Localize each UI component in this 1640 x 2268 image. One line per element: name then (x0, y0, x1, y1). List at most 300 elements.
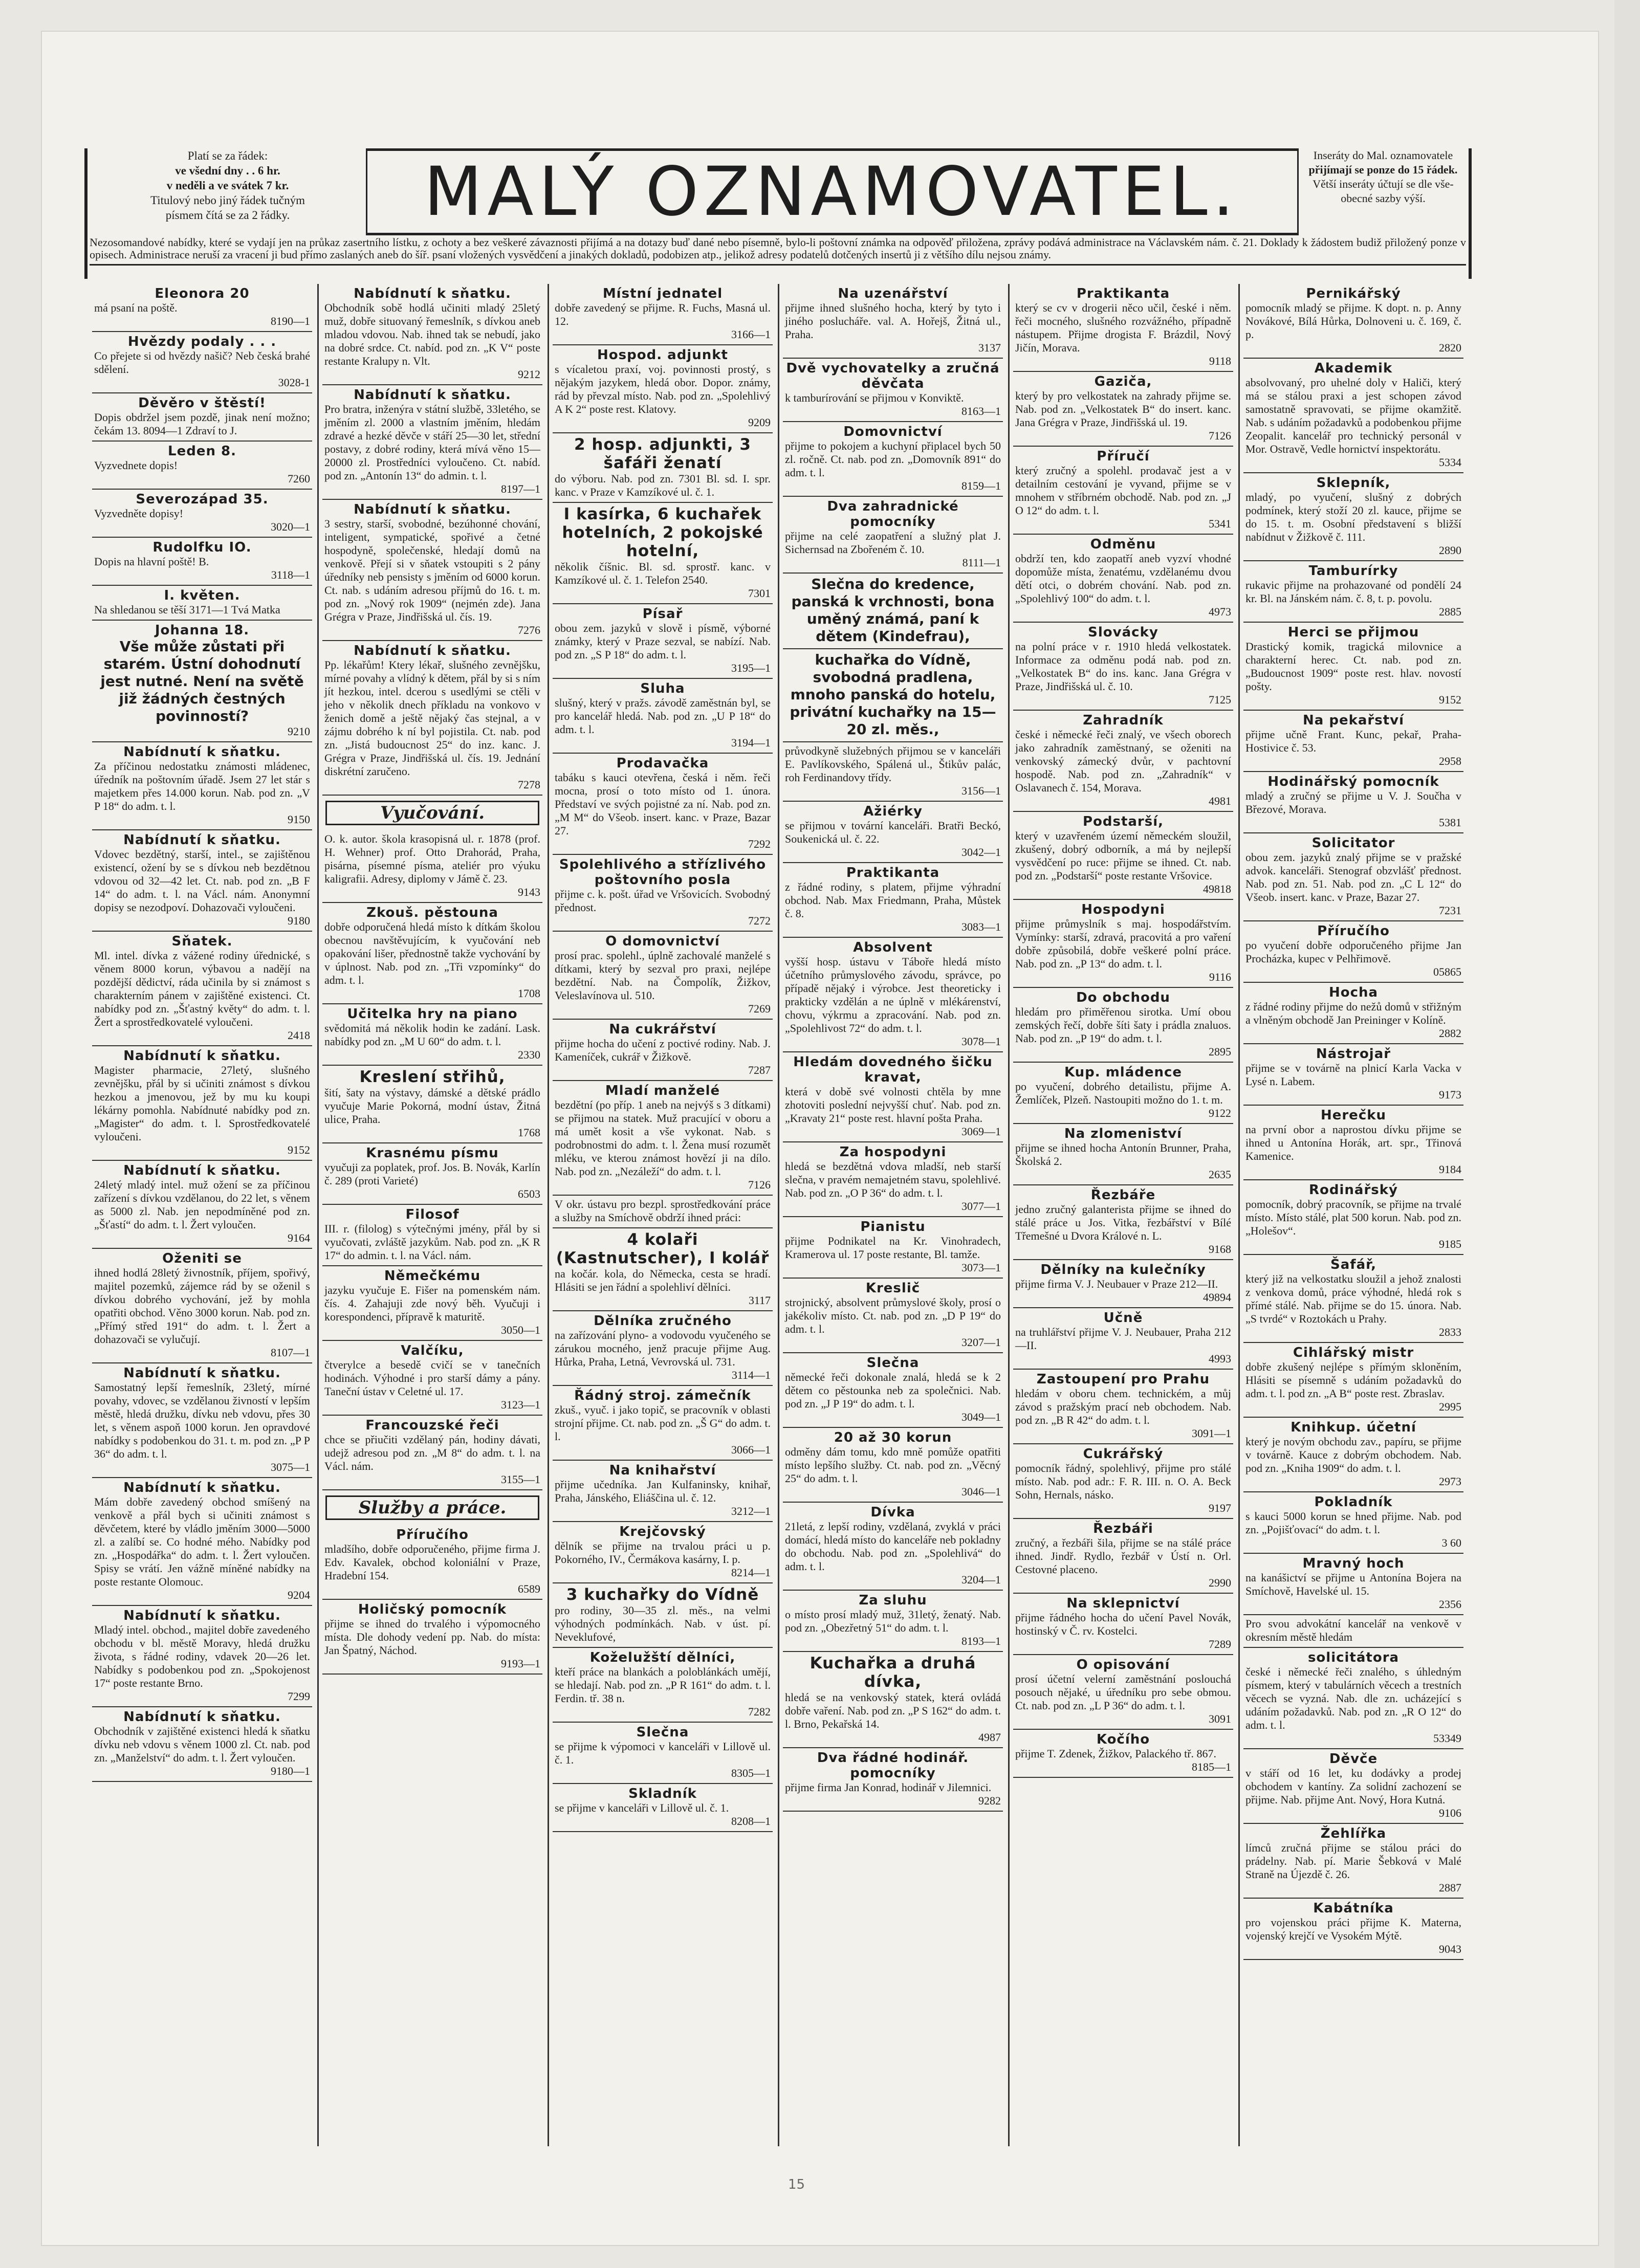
ad-body: se přijme k výpomoci v kanceláři v Lillově ul. č. 1. (555, 1740, 771, 1766)
ad-column (1013, 284, 1233, 2146)
ad-reference-number: 3075—1 (271, 1461, 310, 1473)
ad-body: límců zručná přijme se stálou práci do prádelny. Nab. pí. Marie Šebková v Malé Straně na Újezdě č. 26. (1245, 1841, 1461, 1881)
ad-body: přijme T. Zdenek, Žižkov, Palackého tř. 867. (1015, 1747, 1217, 1760)
ad-body: přijme hocha do učení z poctivé rodiny. Nab. J. Kameníček, cukrář v Žižkově. (555, 1037, 771, 1063)
classified-ad (92, 586, 312, 621)
ad-heading: Kup. mládence (1064, 1065, 1183, 1080)
price-line: Titulový nebo jiný řádek tučným (150, 194, 305, 207)
classified-ad (553, 1648, 773, 1723)
classified-ad (553, 1723, 773, 1784)
ad-reference-number: 3166—1 (731, 328, 771, 341)
ad-body: který zručný a spolehl. prodavač jest a v detailním cestování je vyvand, přijme se v mnohem v stříbrném obchodě. Nab. pod zn. „J O 12“ do adm. t. l. (1015, 464, 1231, 517)
ad-body: mladšího, dobře odporučeného, přijme firma J. Edv. Kavalek, obchod koloniální v Praze, Hradební 154. (324, 1543, 540, 1582)
price-line: Platí se za řádek: (187, 149, 268, 162)
ad-body: odměny dám tomu, kdo mně pomůže opatřiti místo lepšího služby. Ct. nab. pod zn. „Věcný 25“ do adm. t. l. (785, 1445, 1001, 1485)
ad-heading: Němečkému (384, 1268, 481, 1284)
ad-body: přijme firma Jan Konrad, hodinář v Jilemnici. (785, 1781, 992, 1794)
ad-heading: Krasnému písmu (366, 1146, 499, 1161)
ad-heading: Rudolfku IO. (152, 540, 252, 555)
ad-body: Mám dobře zavedený obchod smíšený na venkově a přál bych si učiniti známost s děvčetem, které by vládlo jměním 3000—5000 zl. a zalíbí se. Co hodné mého. Nabídky pod zn. „Hospodářka“ do adm. t. l. Žert vyloučen. Spisy se vrátí. Jen vážně míněné nabídky na poste restante Olomouc. (94, 1495, 310, 1588)
ad-heading: Filosof (405, 1207, 460, 1222)
classified-ad (553, 1020, 773, 1081)
ad-heading: Nabídnutí k sňatku. (354, 286, 511, 301)
ad-body: přijme se ihned hocha Antonín Brunner, Praha, Školská 2. (1015, 1141, 1231, 1168)
ad-body: přijme se ihned do trvalého i výpomocného místa. Dle dohody vedení pp. Nab. do místa: Jan Špatný, Náchod. (324, 1617, 540, 1657)
ad-reference-number: 3212—1 (731, 1505, 771, 1517)
ad-heading: Nabídnutí k sňatku. (123, 1048, 281, 1064)
ad-reference-number: 2330 (518, 1048, 540, 1061)
ad-reference-number: 9116 (1209, 971, 1231, 983)
ad-body: pomocník, dobrý pracovník, se přijme na trvalé místo. Místo stálé, plat 500 korun. Nab. pod zn. „Holešov“. (1245, 1198, 1461, 1237)
ad-body: přijme se v továrně na plnicí Karla Vacka v Lysé n. Labem. (1245, 1062, 1461, 1088)
ad-heading: Spolehlivého a střízlivého poštovního posla (559, 857, 767, 888)
price-line: ve všední dny . . 6 hr. (175, 164, 280, 177)
classified-ad (92, 621, 312, 742)
ad-body: Vše může zůstati při starém. Ústní dohodnutí jest nutné. Není na světě již žádných čestných povinností? (100, 638, 304, 724)
ad-reference-number: 3091—1 (1192, 1427, 1231, 1440)
ad-heading: Prodavačka (616, 756, 709, 771)
ad-body: hledá se bezdětná vdova mladší, neb starší slečna, v pravém nemajetném stavu, spolehlivé. Nab. pod zn. „O P 36“ do adm. t. l. (785, 1160, 1001, 1199)
ad-body: obou zem. jazyků v slově i písmě, výborné známky, který v Praze sezval, se nabízí. Nab. pod zn. „S P 18“ do adm. t. l. (555, 622, 771, 661)
ad-reference-number: 9122 (1209, 1107, 1231, 1119)
ad-body: přijme to pokojem a kuchyní připlacel bych 50 zl. ročně. Ct. nab. pod zn. „Domovník 891“ do adm. t. l. (785, 439, 1001, 479)
ad-reference-number: 2890 (1439, 544, 1461, 557)
ad-reference-number: 7282 (748, 1705, 771, 1718)
ad-heading: Tamburírky (1308, 563, 1398, 579)
ad-reference-number: 8163—1 (961, 405, 1001, 417)
ad-body: Co přejete si od hvězdy našič? Neb česká brahé sdělení. (94, 349, 310, 376)
ad-heading: Dva zahradnické pomocníky (827, 499, 959, 530)
ad-body: svědomitá má několik hodin ke zadání. Lask. nabídky pod zn. „M U 60“ do adm. t. l. (324, 1022, 540, 1048)
ad-body: německé řeči dokonale znalá, hledá se k 2 dětem co pěstounka neb za společnici. Nab. pod zn. „J P 19“ do adm. t. l. (785, 1371, 1001, 1410)
ad-reference-number: 7287 (748, 1064, 771, 1076)
classified-ad (322, 500, 542, 641)
classified-ad (92, 332, 312, 393)
classified-ad (1013, 447, 1233, 535)
classified-ad (1013, 372, 1233, 447)
classified-ad (322, 1416, 542, 1490)
ad-heading: Solicitator (1311, 835, 1395, 851)
ad-heading: Koželužští dělníci, (589, 1650, 736, 1665)
ad-heading: Herečku (1320, 1108, 1387, 1123)
classified-ad (322, 1600, 542, 1675)
ad-body: s kauci 5000 korun se hned přijme. Nab. pod zn. „Pojišťovací“ do adm. t. l. (1245, 1510, 1461, 1536)
ad-heading: Podstarší, (1082, 814, 1164, 829)
ad-body: Dopis obdržel jsem pozdě, jinak není možno; čekám 13. 8094—1 Zdraví to J. (94, 411, 310, 437)
ad-body: Vyzvedněte dopisy! (94, 507, 184, 520)
ad-body: jazyku vyučuje E. Fišer na pomenském nám. čís. 4. Zahajuji zde nový běh. Vyučuji i korespondenci, přípravě k maturitě. (324, 1284, 540, 1323)
ad-body: absolvovaný, pro uhelné doly v Haliči, který má se stálou praxi a jest schopen závod samostatně spravovati, se přijme okamžitě. Nab. s udáním požadavků a podobenkou přijme Zeopalit. kancelář pro technický personál v Mor. Ostravě, Vedle hornictví inspektorátu. (1245, 376, 1461, 455)
ad-heading: Kabátníka (1313, 1901, 1394, 1916)
classified-ad (92, 742, 312, 830)
ad-reference-number: 9152 (288, 1143, 310, 1156)
classified-ad (783, 1748, 1003, 1812)
ad-body: strojnický, absolvent průmyslové školy, prosí o jakékoliv místo. Ct. nab. pod zn. „D P 19“ do adm. t. l. (785, 1296, 1001, 1335)
ad-reference-number: 8159—1 (961, 479, 1001, 492)
rule-line: Inseráty do Mal. oznamovatele (1313, 149, 1453, 162)
ad-body: na kočár. kola, do Německa, cesta se hradí. Hlásiti se jen řádní a spolehliví dělníci. (555, 1267, 771, 1293)
ad-body: dobře zavedený se přijme. R. Fuchs, Masná ul. 12. (555, 301, 771, 327)
ad-body: po vyučení dobře odporučeného přijme Jan Procházka, kupec v Pelhřimově. (1245, 939, 1461, 965)
ad-reference-number: 49818 (1203, 883, 1231, 895)
classified-ad (92, 1707, 312, 1782)
ad-reference-number: 4981 (1209, 795, 1231, 807)
ad-body: který by pro velkostatek na zahrady přijme se. Nab. pod zn. „Velkostatek B“ do insert. kanc. Jana Grégra v Praze, Jindřišská ul. 19. (1015, 389, 1231, 429)
ad-heading: 3 kuchařky do Vídně (566, 1586, 759, 1604)
ad-reference-number: 7278 (518, 778, 540, 791)
rule-line: obecné sazby výší. (1341, 192, 1426, 205)
ad-body: na polní práce v r. 1910 hledá velkostatek. Informace za odměnu podá nab. pod zn. „Velkostatek B“ do ins. kanc. Jana Grégra v Praze, Jindřišská ul. č. 10. (1015, 640, 1231, 693)
ad-body: pomocník řádný, spolehlivý, přijme pro stálé místo. Nab. pod adr.: F. R. III. n. O. A. Beck Sohn, Hernals, násko. (1015, 1462, 1231, 1501)
ad-body: obdrží ten, kdo zaopatří aneb vyzví vhodné dopomůže místa, ženatému, vzdělanému dvou dětí otci, o dobrém chování. Nab. pod zn. „Spolehlivý 100“ do adm. t. l. (1015, 552, 1231, 605)
classified-ad (1243, 772, 1463, 833)
classified-ad (783, 802, 1003, 863)
ad-heading: Hospod. adjunkt (597, 347, 728, 363)
classified-ad (1243, 1044, 1463, 1106)
classified-ad (553, 932, 773, 1020)
classified-ad (92, 1363, 312, 1478)
ad-heading: Cihlářský mistr (1293, 1345, 1414, 1360)
ad-body: Drastický komik, tragická milovnice a charakterní herec. Ct. nab. pod zn. „Budoucnost 1909“ poste rest. hlav. novostí pošty. (1245, 640, 1461, 693)
ad-reference-number: 2635 (1209, 1168, 1231, 1181)
classified-ad (1013, 1370, 1233, 1444)
ad-reference-number: 3049—1 (961, 1411, 1001, 1423)
classified-ad (1243, 1255, 1463, 1343)
ad-heading: Písař (642, 606, 683, 622)
ad-heading: Mravný hoch (1302, 1556, 1405, 1571)
ad-reference-number: 4993 (1209, 1352, 1231, 1365)
ad-heading: Pokladník (1314, 1494, 1393, 1510)
ad-body: průvodkyně služebných přijmou se v kanceláři E. Pavlíkovského, Spálená ul., Štikův palác, roh Ferdinandovy třídy. (785, 744, 1001, 784)
ad-reference-number: 3123—1 (501, 1398, 540, 1411)
ad-reference-number: 9184 (1439, 1163, 1461, 1176)
classified-ad (1243, 1418, 1463, 1492)
ad-body: Ml. intel. dívka z vážené rodiny úřednické, s věnem 8000 korun, výbavou a nadějí na pozdější dědictví, ráda učinila by si známost s charakterním pánem v zajištěné existenci. Ct. nabídky pod zn. „Šťastný květy“ do adm. t. l. Žert a sprostředkovatelé vyloučeni. (94, 949, 310, 1028)
classified-ad (783, 1052, 1003, 1142)
classified-ad (1013, 1260, 1233, 1308)
classified-ad (783, 1503, 1003, 1591)
ad-heading: Nabídnutí k sňatku. (123, 832, 281, 848)
ad-body: 3 sestry, starší, svobodné, bezúhonné chování, inteligent, sympatické, spořivé a četné hospodyně, společenské, hledají domů na venkově. Přejí si v sňatek vstoupiti s 2 pány úředníky neb pensisty s jměním od 6000 korun. Ct. nab. s udáním adresou příjmů do 16. t. m. pod zn. „Nový rok 1909“ (nejmén zde). Jana Grégra v Praze, Jindřišská ul. čís. 19. (324, 517, 540, 623)
masthead-frame-right (1469, 148, 1472, 279)
ad-reference-number: 5381 (1439, 816, 1461, 829)
ad-heading: Žehlířka (1320, 1826, 1387, 1841)
classified-ad (322, 284, 542, 385)
classified-ad (92, 1606, 312, 1707)
ad-reference-number: 2833 (1439, 1326, 1461, 1338)
ad-heading: Francouzské řeči (365, 1418, 499, 1433)
ad-body: Vyzvednete dopis! (94, 459, 178, 472)
classified-ad (1013, 1063, 1233, 1124)
classified-ad (1013, 1185, 1233, 1260)
ad-body: kuchařka do Vídně, svobodná pradlena, mnoho panská do hotelu, privátní kuchařky na 15—20 zl. měs., (790, 651, 996, 738)
ad-body: na truhlářství přijme V. J. Neubauer, Praha 212—II. (1015, 1326, 1231, 1352)
ad-body: o místo prosí mladý muž, 31letý, ženatý. Nab. pod zn. „Obezřetný 51“ do adm. t. l. (785, 1608, 1001, 1634)
ad-heading: Kreslič (865, 1281, 921, 1296)
ad-body: hledá se na venkovský statek, která ovládá dobře vaření. Nab. pod zn. „P S 162“ do adm. t. l. Brno, Pekařská 14. (785, 1691, 1001, 1730)
ad-heading: Sluha (640, 681, 685, 696)
ad-body: který v uzavřeném území německém sloužil, zkušený, dobrý odborník, a má by nejlepší vysvědčení po ruce: přijme se ihned. Ct. nab. pod zn. „Podstarší“ poste restante Vršovice. (1015, 829, 1231, 882)
ad-reference-number: 3046—1 (961, 1485, 1001, 1498)
ad-heading: Na knihařství (609, 1463, 716, 1478)
ad-body: k tamburírování se přijmou v Konviktě. (785, 391, 964, 404)
ad-heading: Řádný stroj. zámečník (574, 1388, 751, 1403)
ad-reference-number: 7269 (748, 1002, 771, 1015)
ad-heading: Severozápad 35. (136, 492, 269, 507)
classified-ad (783, 422, 1003, 497)
ad-body: dobře zkušený nejlépe s přímým skloněním, Hlásiti se písemně s udáním požadavků do adm. t. l. pod zn. „A B“ poste rest. Zbraslav. (1245, 1360, 1461, 1400)
ad-reference-number: 9180 (288, 914, 310, 927)
ad-reference-number: 8305—1 (731, 1767, 771, 1779)
ad-reference-number: 7301 (748, 587, 771, 600)
ad-heading: Za hospodyni (839, 1144, 947, 1160)
ad-body: pro vojenskou práci přijme K. Materna, vojenský krejčí ve Vysokém Mýtě. (1245, 1916, 1461, 1942)
classified-ad (322, 1341, 542, 1416)
ad-reference-number: 3155—1 (501, 1473, 540, 1486)
column-rule (1008, 284, 1010, 2146)
ad-heading: Hospodyni (1081, 902, 1165, 917)
classified-ad (553, 1522, 773, 1583)
ad-heading: Na cukrářství (609, 1022, 716, 1037)
ad-heading: Na zlomeniství (1064, 1126, 1183, 1141)
ad-reference-number: 3091 (1209, 1712, 1231, 1725)
ad-reference-number: 7126 (1209, 429, 1231, 442)
classified-ad (783, 649, 1003, 742)
ad-body: pomocník mladý se přijme. K dopt. n. p. Anny Novákové, Bílá Hůrka, Dolnoveni u. č. 169, č. p. (1245, 301, 1461, 341)
ad-reference-number: 3020—1 (271, 520, 310, 533)
classified-ad (553, 284, 773, 345)
ad-body: Magister pharmacie, 27letý, slušného zevnějšku, přál by si učiniti známost s dívkou hezkou a jmenovou, jež by mu ku koupi lékárny pomohla. Nabídnuté nabídky pod zn. „Magister“ do adm. t. l. Sprostředkovatelé vyloučeni. (94, 1064, 310, 1143)
ad-body: má psaní na poště. (94, 301, 178, 314)
classified-ad (1243, 284, 1463, 359)
ad-reference-number: 8197—1 (501, 482, 540, 495)
ad-body: přijme Podnikatel na Kr. Vinohradech, Kramerova ul. 17 poste restante, Bl. tamže. (785, 1235, 1001, 1261)
ad-heading: Nabídnutí k sňatku. (123, 1163, 281, 1178)
classified-ad (1013, 1594, 1233, 1655)
ad-reference-number: 7272 (748, 914, 771, 927)
classified-ad (322, 830, 542, 903)
ad-body: přijme ihned slušného hocha, který by tyto i jiného poslucháře. val. A. Hořejš, Žitná ul., Praha. (785, 301, 1001, 341)
ad-reference-number: 9118 (1209, 355, 1231, 367)
ad-reference-number: 9185 (1439, 1238, 1461, 1250)
ad-reference-number: 9150 (288, 813, 310, 826)
classified-ad (783, 1217, 1003, 1279)
classified-ad (1243, 1180, 1463, 1255)
ad-heading: Leden 8. (168, 444, 236, 459)
classified-ad (1243, 1615, 1463, 1648)
ad-heading: Děvče (1329, 1751, 1378, 1767)
ad-column (322, 284, 542, 2146)
ad-heading: Učně (1103, 1310, 1143, 1326)
ad-body: několik číšnic. Bl. sd. sprostř. kanc. v Kamzíkové ul. č. 1. Telefon 2540. (555, 560, 771, 586)
classified-ad (1013, 1308, 1233, 1370)
ad-heading: Ažiérky (863, 804, 923, 819)
ad-heading: Dva řádné hodinář. pomocníky (817, 1750, 969, 1781)
ad-heading: Nabídnutí k sňatku. (354, 502, 511, 517)
ad-reference-number: 5341 (1209, 517, 1231, 530)
ad-heading: Hodinářský pomocník (1267, 774, 1439, 789)
ad-reference-number: 3028-1 (278, 376, 310, 389)
ad-body: na první obor a naprostou dívku přijme se ihned u Antonína Horák, art. spr., Třinová Kamenice. (1245, 1123, 1461, 1162)
ad-body: přijme učně Frant. Kunc, pekař, Praha-Hostivice č. 53. (1245, 728, 1461, 754)
ad-reference-number: 2882 (1439, 1027, 1461, 1040)
ad-heading: Nabídnutí k sňatku. (123, 1366, 281, 1381)
ad-heading: Hvězdy podaly . . . (127, 334, 277, 349)
classified-ad (553, 1386, 773, 1461)
classified-ad (1013, 812, 1233, 900)
ad-heading: Pernikářský (1306, 286, 1401, 301)
ad-heading: Nástrojař (1316, 1046, 1391, 1062)
ad-body: Na shledanou se těší 3171—1 Tvá Matka (94, 603, 280, 616)
ad-heading: Akademik (1314, 361, 1393, 376)
masthead-frame-left (84, 148, 88, 279)
column-rule (317, 284, 319, 2146)
classified-ad (783, 742, 1003, 802)
ad-reference-number: 9152 (1439, 693, 1461, 706)
ad-heading: Hocha (1328, 985, 1379, 1000)
classified-ad (783, 284, 1003, 359)
classified-ad (1243, 623, 1463, 711)
ad-heading: 4 kolaři (Kastnutscher), I kolář (556, 1230, 770, 1267)
ad-reference-number: 9212 (518, 368, 540, 381)
ad-heading: Na sklepnictví (1066, 1596, 1180, 1611)
classified-ad (783, 574, 1003, 649)
ad-reference-number: 2995 (1439, 1400, 1461, 1413)
ad-reference-number: 9282 (978, 1794, 1001, 1807)
ad-reference-number: 3050—1 (501, 1324, 540, 1336)
section-heading: Vyučování. (325, 801, 539, 825)
classified-ad (783, 359, 1003, 422)
ad-body: Slečna do kredence, panská k vrchnosti, bona uměný známá, paní k dětem (Kindefrau), (791, 576, 995, 645)
classified-ad (1243, 983, 1463, 1044)
ad-body: pro rodiny, 30—35 zl. měs., na velmi výhodných podmínkách. Nab. v úst. pí. Neveklufové, (555, 1604, 771, 1643)
ad-heading: Do obchodu (1076, 990, 1170, 1005)
ad-body: z řádné rodiny přijme do nežů domů v střižným a vlněným obchodě Jan Preininger v Kolíně. (1245, 1000, 1461, 1026)
ad-reference-number: 8193—1 (961, 1635, 1001, 1647)
classified-ad (1243, 561, 1463, 623)
ad-heading: I kasírka, 6 kuchařek hotelních, 2 pokojské hotelní, (562, 505, 763, 560)
ad-heading: Řezbáři (1093, 1521, 1153, 1536)
ad-heading: Děvěro v štěstí! (138, 395, 266, 411)
classified-ad (553, 1311, 773, 1386)
column-rule (778, 284, 779, 2146)
classified-ad (783, 1142, 1003, 1217)
ad-reference-number: 3114—1 (731, 1369, 771, 1381)
ad-reference-number: 7231 (1439, 904, 1461, 917)
ad-heading: Zkouš. pěstouna (366, 905, 498, 920)
ad-heading: Kočího (1096, 1732, 1150, 1747)
classified-ad (92, 538, 312, 586)
classified-ad (92, 490, 312, 538)
ad-body: O. k. autor. škola krasopisná ul. r. 1878 (prof. H. Wehner) prof. Otto Drahorád, Praha, pisárna, písemné písma, ateliér pro výuku kaligrafii. Adresy, diplomy v Jámě č. 23. (324, 832, 540, 885)
ad-reference-number: 1708 (518, 987, 540, 1000)
ad-body: Obchodník v zajištěné existenci hledá k sňatku dívku neb vdovu s věnem 1000 zl. Ct. nab. pod zn. „Manželství“ do adm. t. l. Žert vyloučen. (94, 1725, 310, 1764)
ad-body: Pro svou advokátní kancelář na venkově v okresním městě hledám (1245, 1617, 1461, 1643)
ad-reference-number: 7289 (1209, 1638, 1231, 1650)
classified-ad (1243, 833, 1463, 921)
ad-heading: Kreslení střihů, (359, 1068, 506, 1086)
price-line: v neděli a ve svátek 7 kr. (166, 179, 289, 192)
administration-notice: Nezosomandové nabídky, které se vydají jen na průkaz zasertního lístku, z ochoty a bez veškeré závaznosti přijímá a na dotazy buď dané nebo písemně, bylo-li poštovní známka na odpověď přiložena, zprávy podává administrace na Václavském nám. č. 21. Doklady k žádostem budiž přiložený ponze v opisech. Administrace neruší za vracení ji bud přímo zaslaných aneb do šíř. psaní vložených vysvědčení a jinakých dokladů, podobizen atp., jelikož adresy podatelů dotčených insertů ji z většího dílu nejsou známy. (90, 236, 1466, 266)
classified-ad (1243, 1749, 1463, 1824)
ad-reference-number: 2418 (288, 1029, 310, 1042)
ad-body: Za příčinou nedostatku známosti mládenec, úředník na poštovním úřadě. Jsem 27 let stár s majetkem přes 14.000 korun. Nab. pod zn. „V P 18“ do adm. t. l. (94, 760, 310, 812)
classified-ad (1243, 1824, 1463, 1899)
classified-ad (553, 754, 773, 855)
ad-heading: Dvě vychovatelky a zručná děvčata (786, 361, 1000, 391)
ad-reference-number: 8190—1 (271, 315, 310, 327)
ad-body: dělník se přijme na trvalou práci u p. Pokorného, IV., Čermákova kasárny, I. p. (555, 1539, 771, 1566)
ad-body: Dopis na hlavní poště! B. (94, 555, 209, 568)
classified-ad (1243, 1554, 1463, 1615)
ad-body: Vdovec bezdětný, starší, intel., se zajištěnou existencí, ožení by se s dívkou neb bezdětnou vdovou od 32—42 let. Ct. nab. pod zn. „B F 14“ do adm. t. l. na Václ. nám. Anonymní dopisy se nezodpoví. Dohazovači vyloučeni. (94, 848, 310, 914)
ad-reference-number: 05865 (1433, 965, 1461, 978)
ad-body: zručný, a řezbáři šila, přijme se na stálé práce ihned. Jindř. Rydlo, řezbář v Ústí n. Orl. Cestovné placeno. (1015, 1536, 1231, 1576)
ad-reference-number: 9106 (1439, 1807, 1461, 1819)
classified-ad (1013, 988, 1233, 1063)
ad-column (553, 284, 773, 2146)
rule-line: Větší inseráty účtují se dle vše- (1313, 178, 1454, 190)
ad-column (1243, 284, 1463, 2146)
classified-ad (1243, 1343, 1463, 1418)
ad-body: bezdětní (po příp. 1 aneb na nejvýš s 3 dítkami) se přijmou na statek. Muž pracující v oboru a má umět kosit a vše vykonat. Nab. s podrobnostmi do adm. t. l. Žena musí rozumět mléku, ve kterou známost hovězí ji na dílo. Nab. pod zn. „Nezáleží“ do adm. t. l. (555, 1098, 771, 1178)
ad-reference-number: 9180—1 (271, 1765, 310, 1777)
ad-heading: Místní jednatel (602, 286, 723, 301)
ad-reference-number: 7260 (288, 472, 310, 485)
ad-heading: Zahradník (1083, 713, 1164, 728)
classified-ad (92, 393, 312, 442)
ad-reference-number: 9143 (518, 886, 540, 898)
ad-reference-number: 3078—1 (961, 1035, 1001, 1048)
ad-reference-number: 3118—1 (271, 568, 310, 581)
ad-heading: Řezbáře (1090, 1187, 1156, 1203)
ad-heading: Slečna (636, 1725, 689, 1740)
ad-column (783, 284, 1003, 2146)
ad-heading: Cukrářský (1083, 1446, 1164, 1462)
classified-ad (553, 604, 773, 679)
ad-heading: Dělníky na kulečníky (1040, 1262, 1206, 1278)
ad-reference-number: 7125 (1209, 693, 1231, 706)
classified-ad (1243, 711, 1463, 772)
ad-column (92, 284, 312, 2146)
ad-body: české i německé řeči znalý, ve všech oborech jako zahradník zaměstnaný, se oženiti na venkovský zámecký dvůr, v pachtovní hospodě. Nab. pod zn. „Zahradník“ v Oslavanech č. 154, Morava. (1015, 728, 1231, 794)
ad-heading: Učitelka hry na piano (347, 1006, 518, 1022)
classified-ad (553, 433, 773, 503)
classified-ad (1243, 1899, 1463, 1960)
classified-ad (553, 679, 773, 754)
ad-body: přijme řádného hocha do učení Pavel Novák, hostinský v Č. rv. Kostelci. (1015, 1611, 1231, 1637)
page-edge (1614, 0, 1640, 2268)
ad-heading: Holičský pomocník (358, 1602, 507, 1617)
classified-ad (322, 1205, 542, 1266)
ad-heading: Oženiti se (162, 1251, 242, 1266)
ad-body: který již na velkostatku sloužil a jehož znalosti z venkova domů, práce výhodné, hledá rok s přímé stálé. Nab. přijme se do 15. února. Nab. „S tvrdé“ v Roztokách u Prahy. (1245, 1272, 1461, 1325)
classified-ad (553, 1228, 773, 1311)
ad-body: mladý, po vyučení, slušný z dobrých podmínek, který stoží 20 zl. kauce, přijme se do 15. t. m. Osobní představení s bližší nabídnut v Žižkově č. 111. (1245, 491, 1461, 543)
ad-heading: Nabídnutí k sňatku. (354, 387, 511, 403)
ad-body: šití, šaty na výstavy, dámské a dětské prádlo vyučuje Marie Pokorná, modní ústav, Žitná ulice, Praha. (324, 1086, 540, 1126)
ad-reference-number: 5334 (1439, 456, 1461, 469)
ad-reference-number: 2973 (1439, 1475, 1461, 1488)
ad-reference-number: 9043 (1439, 1943, 1461, 1955)
classified-ad (92, 932, 312, 1046)
ad-body: tabáku s kauci otevřena, česká i něm. řeči mocna, prosí o toto místo od 1. února. Představí ve svých pojistné za ní. Nab. pod zn. „M M“ do Všeob. insert. kanc. v Praze, Bazar 27. (555, 771, 771, 837)
classified-ad (553, 1196, 773, 1228)
ad-heading: Za sluhu (859, 1593, 927, 1608)
ad-body: V okr. ústavu pro bezpl. sprostředkování práce a služby na Smíchově obdrží ihned práci: (555, 1198, 771, 1224)
ad-heading: Eleonora 20 (155, 286, 250, 301)
classified-ad (1243, 473, 1463, 561)
